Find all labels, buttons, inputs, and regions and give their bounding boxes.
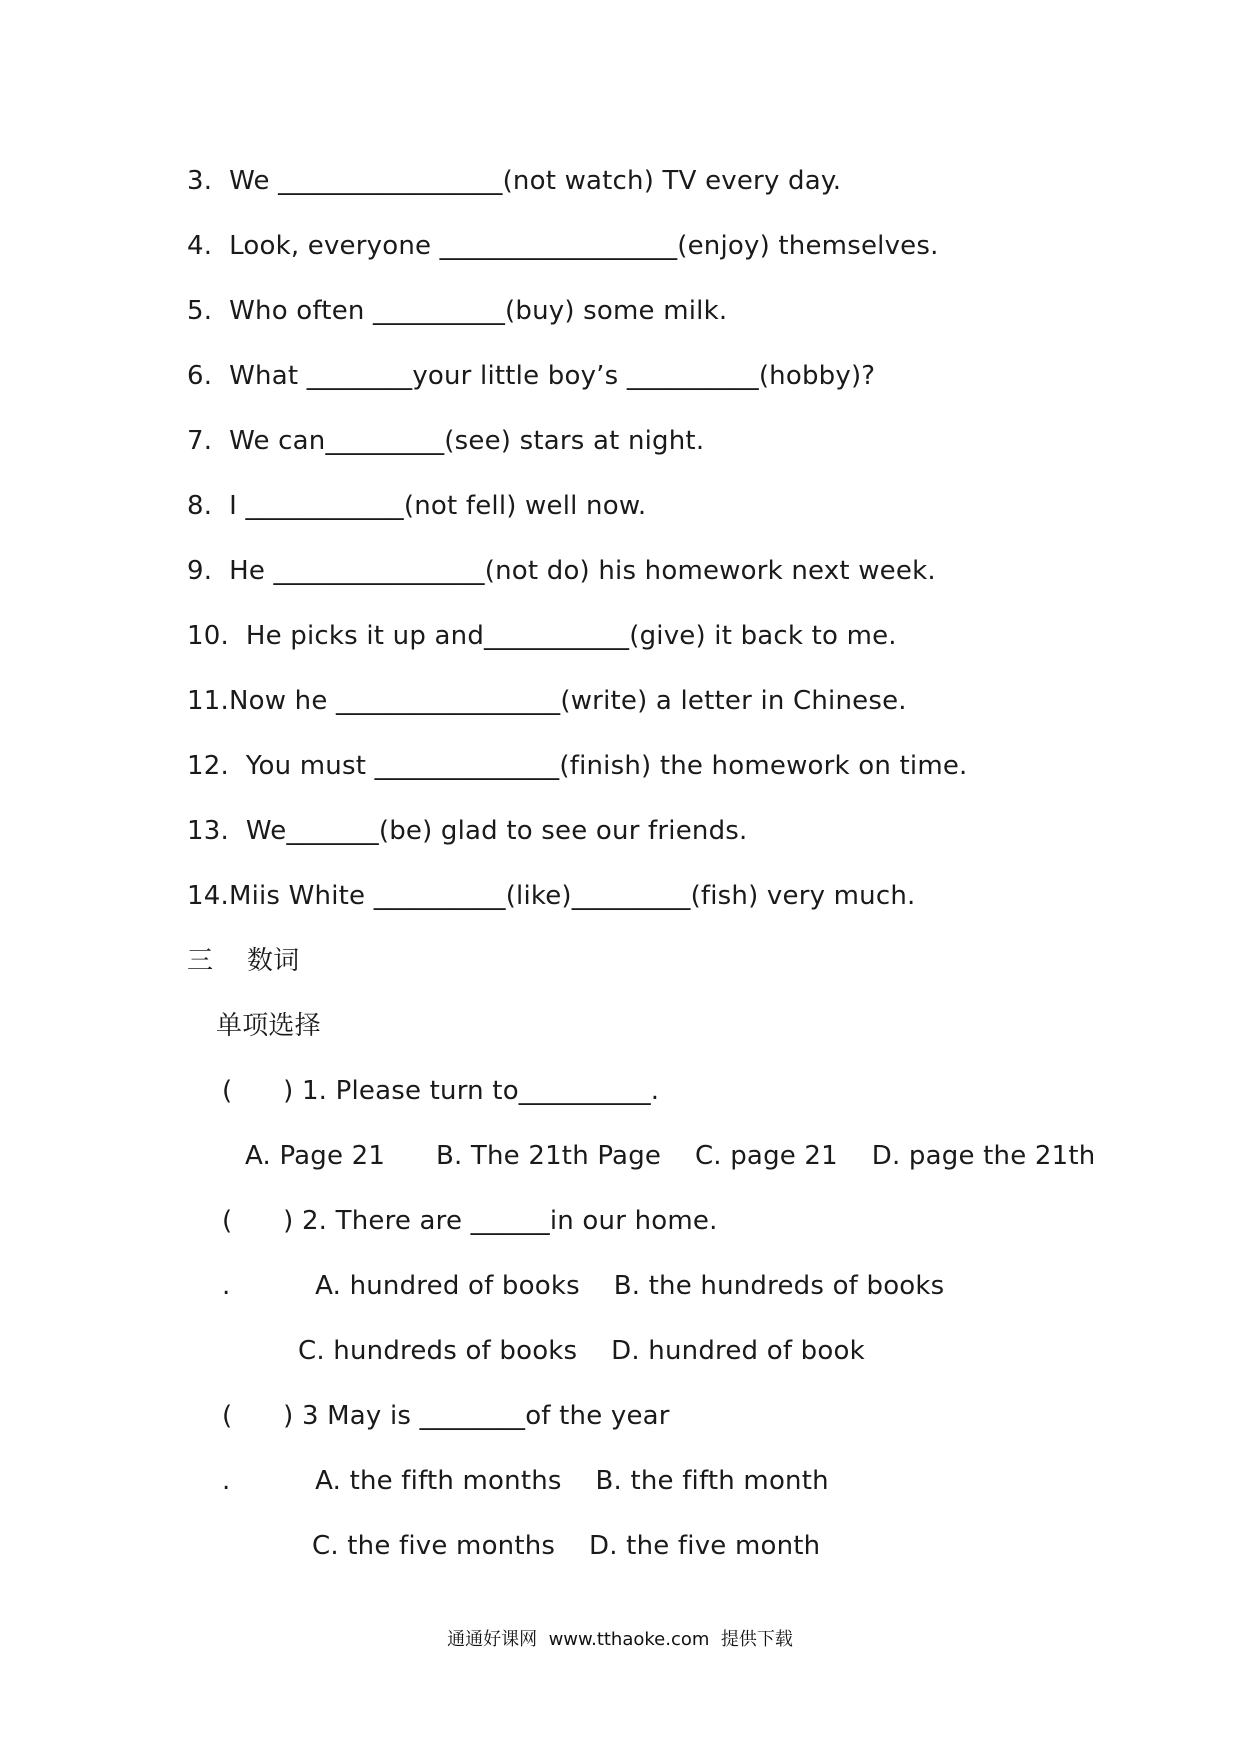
question-options: C. the five months D. the five month xyxy=(312,1531,821,1561)
exercise-item: 10. He picks it up and___________(give) it back to me. xyxy=(187,621,897,651)
exercise-item: 9. He ________________(not do) his homework next week. xyxy=(187,556,936,586)
exercise-item: 7. We can_________(see) stars at night. xyxy=(187,426,705,456)
question-options: . A. hundred of books B. the hundreds of books xyxy=(222,1271,945,1301)
question-stem: ( ) 2. There are ______in our home. xyxy=(222,1206,718,1236)
exercise-item: 4. Look, everyone __________________(enjoy) themselves. xyxy=(187,231,939,261)
section-subtitle: 单项选择 xyxy=(216,1011,321,1041)
page-footer: 通通好课网 www.tthaoke.com 提供下载 xyxy=(447,1629,793,1650)
exercise-item: 12. You must ______________(finish) the homework on time. xyxy=(187,751,968,781)
exercise-item: 14.Miis White __________(like)_________(fish) very much. xyxy=(187,881,916,911)
question-stem: ( ) 3 May is ________of the year xyxy=(222,1401,670,1431)
exercise-item: 3. We _________________(not watch) TV every day. xyxy=(187,166,842,196)
exercise-item: 8. I ____________(not fell) well now. xyxy=(187,491,647,521)
exercise-item: 13. We_______(be) glad to see our friends. xyxy=(187,816,748,846)
question-stem: ( ) 1. Please turn to__________. xyxy=(222,1076,660,1106)
question-options: C. hundreds of books D. hundred of book xyxy=(298,1336,865,1366)
exercise-item: 11.Now he _________________(write) a letter in Chinese. xyxy=(187,686,907,716)
section-title: 三 数词 xyxy=(187,946,300,976)
question-options: . A. the fifth months B. the fifth month xyxy=(222,1466,829,1496)
exercise-item: 6. What ________your little boy’s __________(hobby)? xyxy=(187,361,876,391)
question-options: A. Page 21 B. The 21th Page C. page 21 D. page the 21th xyxy=(245,1141,1096,1171)
exercise-item: 5. Who often __________(buy) some milk. xyxy=(187,296,728,326)
